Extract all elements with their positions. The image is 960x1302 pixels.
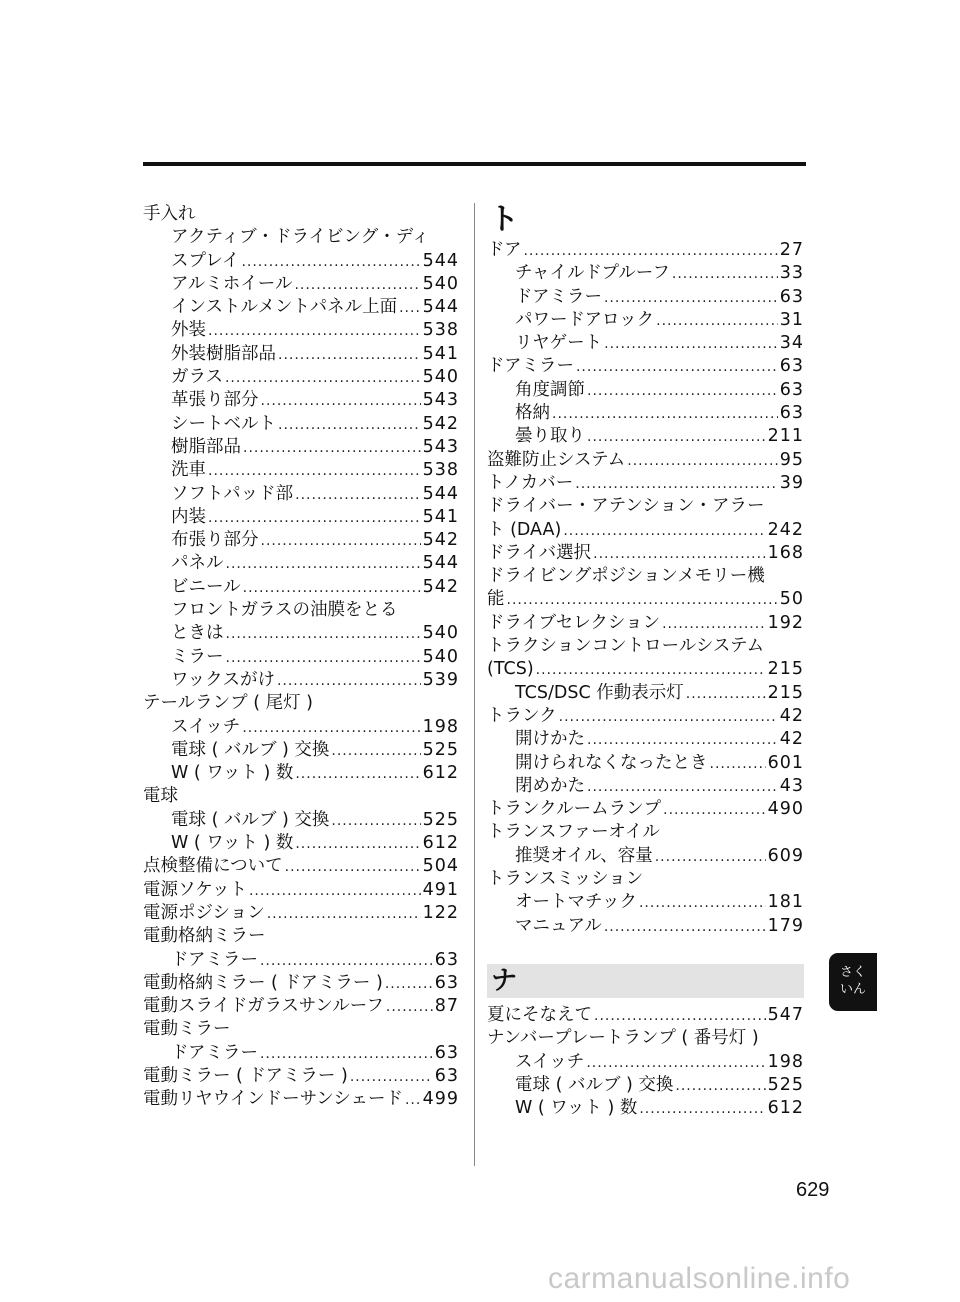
dot-leader (261, 530, 421, 553)
index-entry-term: 洗車 (171, 460, 206, 481)
dot-leader (587, 380, 778, 403)
watermark: carmanualsonline.info (548, 1262, 851, 1295)
index-entry (143, 995, 459, 1018)
index-entry (487, 495, 804, 518)
dot-leader (663, 799, 765, 822)
index-entry-term: 布張り部分 (171, 530, 259, 551)
index-entry (487, 658, 804, 681)
dot-leader (278, 414, 421, 437)
index-entry-page[interactable]: 491 (422, 879, 459, 900)
index-entry (487, 519, 804, 542)
index-entry (487, 728, 804, 751)
dot-leader (523, 240, 777, 263)
index-entry-page[interactable]: 609 (767, 845, 804, 866)
index-entry (143, 552, 459, 575)
dot-leader (639, 892, 766, 915)
index-entry-page[interactable]: 198 (767, 1051, 804, 1072)
index-entry (143, 646, 459, 669)
index-entry-term: トランスファーオイル (487, 822, 660, 843)
index-entry (143, 762, 459, 785)
index-entry (487, 332, 804, 355)
index-entry-page[interactable]: 540 (422, 623, 459, 644)
index-entry (143, 716, 459, 739)
index-entry (143, 296, 459, 319)
index-entry-page[interactable]: 525 (767, 1074, 804, 1095)
dot-leader (386, 996, 433, 1019)
dot-leader (675, 1075, 765, 1098)
index-entry-term: 盗難防止システム (487, 449, 626, 470)
index-entry-term: 電球 (143, 786, 178, 807)
index-entry (487, 588, 804, 611)
index-entry (143, 622, 459, 645)
dot-leader (208, 507, 421, 530)
index-entry-page[interactable]: 504 (422, 856, 459, 877)
index-entry (487, 868, 804, 891)
index-entry-page[interactable]: 525 (422, 809, 459, 830)
index-entry-page[interactable]: 612 (422, 833, 459, 854)
index-entry (143, 1018, 459, 1041)
index-entry-term: 角度調節 (515, 379, 585, 400)
index-entry-term: 電動ミラー ( ドアミラー ) (143, 1065, 348, 1086)
dot-leader (559, 706, 778, 729)
index-entry-page[interactable]: 211 (767, 426, 804, 447)
dot-leader (586, 1052, 765, 1075)
index-entry (487, 1004, 804, 1027)
index-entry (143, 273, 459, 296)
index-entry (143, 319, 459, 342)
index-entry-page[interactable]: 540 (422, 646, 459, 667)
index-entry-term: ドアミラー (487, 356, 574, 377)
index-entry-page[interactable]: 34 (779, 333, 804, 354)
index-entry-term: トランク (487, 705, 557, 726)
index-entry (487, 449, 804, 472)
index-entry-page[interactable]: 541 (422, 343, 459, 364)
index-entry-page[interactable]: 215 (767, 659, 804, 680)
index-entry-term: トラクションコントロールシステム (487, 636, 765, 657)
index-tab-line2: いん (839, 982, 866, 997)
index-entry-term: スプレイ (171, 250, 240, 271)
dot-leader (331, 740, 420, 763)
index-entry-page[interactable]: 50 (779, 589, 804, 610)
index-entry (487, 752, 804, 775)
index-entry (143, 599, 459, 622)
index-entry-term: パネル (171, 553, 224, 574)
index-entry (487, 915, 804, 938)
index-entry-term: 開けられなくなったとき (515, 752, 708, 773)
dot-leader (405, 1089, 421, 1112)
index-entry-term: スイッチ (171, 716, 241, 737)
dot-leader (267, 903, 421, 926)
index-entry (487, 472, 804, 495)
index-entry-page[interactable]: 612 (767, 1098, 804, 1119)
index-entry (487, 682, 804, 705)
index-entry-term: 電源ポジション (143, 902, 265, 923)
dot-leader (208, 460, 421, 483)
index-entry-page[interactable]: 63 (434, 1042, 459, 1063)
index-entry-term: 開けかた (515, 729, 585, 750)
index-entry (487, 379, 804, 402)
index-entry-page[interactable]: 538 (422, 320, 459, 341)
dot-leader (656, 310, 778, 333)
index-entry (487, 891, 804, 914)
dot-leader (536, 659, 766, 682)
index-entry (487, 1027, 804, 1050)
index-entry (143, 855, 459, 878)
index-entry-term: フロントガラスの油膜をとる (171, 600, 398, 621)
index-entry-page[interactable]: 612 (422, 763, 459, 784)
index-entry (487, 845, 804, 868)
index-entry (487, 821, 804, 844)
index-tab-line1: さく (839, 965, 866, 980)
dot-leader (241, 251, 420, 274)
index-entry-term: スイッチ (515, 1051, 585, 1072)
index-entry-term: 能 (487, 589, 505, 610)
dot-leader (226, 623, 421, 646)
index-entry-term: トランクルームランプ (487, 799, 662, 820)
dot-leader (243, 577, 421, 600)
index-entry-page[interactable]: 242 (767, 519, 804, 540)
index-entry-page[interactable]: 63 (779, 379, 804, 400)
index-entry (487, 402, 804, 425)
index-entry (487, 1097, 804, 1120)
dot-leader (260, 1043, 433, 1066)
top-rule (143, 162, 806, 166)
index-entry-page[interactable]: 542 (422, 576, 459, 597)
index-entry-term: オートマチック (515, 892, 637, 913)
index-entry-term: ソフトパッド部 (171, 483, 294, 504)
index-entry-term: ときは (171, 623, 224, 644)
index-entry (487, 775, 804, 798)
index-entry (143, 739, 459, 762)
index-entry-term: 曇り取り (515, 426, 585, 447)
index-entry (487, 798, 804, 821)
index-entry-page[interactable]: 490 (767, 799, 804, 820)
index-entry (143, 1065, 459, 1088)
index-entry-page[interactable]: 179 (767, 915, 804, 936)
index-entry (487, 262, 804, 285)
index-entry (143, 250, 459, 273)
index-entry-page[interactable]: 192 (767, 612, 804, 633)
index-entry-term: ドアミラー (171, 949, 258, 970)
index-entry-term: ドアミラー (515, 286, 602, 307)
index-entry-term: アクティブ・ドライビング・ディ (171, 227, 430, 248)
index-entry-page[interactable]: 42 (779, 729, 804, 750)
dot-leader (277, 670, 421, 693)
dot-leader (385, 973, 433, 996)
dot-leader (295, 763, 420, 786)
index-entry (143, 1088, 459, 1111)
dot-leader (242, 717, 420, 740)
index-entry-page[interactable]: 63 (779, 356, 804, 377)
index-entry-term: 外装 (171, 320, 206, 341)
index-entry-page[interactable]: 544 (422, 553, 459, 574)
index-entry-term: 電球 ( バルブ ) 交換 (515, 1074, 674, 1095)
dot-leader (672, 263, 778, 286)
index-entry (143, 1042, 459, 1065)
dot-leader (563, 520, 765, 543)
index-entry-page[interactable]: 544 (422, 297, 459, 318)
index-entry-term: テールランプ ( 尾灯 ) (143, 693, 313, 714)
index-entry-page[interactable]: 31 (779, 309, 804, 330)
index-entry-term: 電球 ( バルブ ) 交換 (171, 739, 330, 760)
index-entry (487, 286, 804, 309)
index-entry-term: ドライビングポジションメモリー機 (487, 566, 765, 587)
index-entry-page[interactable]: 63 (434, 949, 459, 970)
index-entry-term: ナンバープレートランプ ( 番号灯 ) (487, 1028, 759, 1049)
index-entry-page[interactable]: 539 (422, 669, 459, 690)
index-entry-term: ドアミラー (171, 1042, 258, 1063)
dot-leader (225, 367, 421, 390)
index-entry-term: 手入れ (143, 204, 196, 224)
section-heading-na: ナ (487, 964, 804, 998)
dot-leader (627, 450, 777, 473)
index-entry-page[interactable]: 33 (779, 263, 804, 284)
dot-leader (639, 1098, 765, 1121)
index-entry-page[interactable]: 543 (422, 390, 459, 411)
index-entry-term: 革張り部分 (171, 390, 259, 411)
index-column-right (487, 203, 804, 1120)
index-entry (143, 226, 459, 249)
index-entry-page[interactable]: 95 (779, 449, 804, 470)
section-to-entries (487, 239, 804, 938)
column-divider (474, 203, 475, 1166)
index-tab[interactable] (829, 953, 877, 1011)
index-entry-term: (TCS) (487, 659, 534, 680)
dot-leader (261, 390, 421, 413)
dot-leader (593, 543, 765, 566)
index-entry-term: トランスミッション (487, 869, 644, 890)
dot-leader (350, 1066, 433, 1089)
index-entry-page[interactable]: 542 (422, 530, 459, 551)
index-entry (143, 925, 459, 948)
index-entry-term: マニュアル (515, 915, 602, 936)
index-entry-page[interactable]: 122 (422, 902, 459, 923)
dot-leader (278, 344, 421, 367)
index-entry-term: 電動リヤウインドーサンシェード (143, 1089, 403, 1110)
index-entry-term: ト (DAA) (487, 519, 562, 540)
index-entry (143, 972, 459, 995)
index-entry-term: W ( ワット ) 数 (171, 833, 294, 854)
page-number: 629 (796, 1179, 830, 1201)
index-entry (143, 366, 459, 389)
dot-leader (604, 287, 778, 310)
index-entry (143, 203, 459, 226)
index-entry-term: 電球 ( バルブ ) 交換 (171, 809, 330, 830)
dot-leader (576, 356, 778, 379)
dot-leader (295, 484, 420, 507)
index-entry-term: ビニール (171, 576, 241, 597)
dot-leader (686, 683, 766, 706)
index-entry-page[interactable]: 541 (422, 506, 459, 527)
index-entry (487, 565, 804, 588)
index-entry (143, 343, 459, 366)
index-entry (143, 809, 459, 832)
index-entry (143, 459, 459, 482)
index-entry-page[interactable]: 499 (422, 1089, 459, 1110)
index-entry-page[interactable]: 168 (767, 542, 804, 563)
index-entry-page[interactable]: 87 (434, 996, 459, 1017)
index-entry (143, 879, 459, 902)
index-entry-term: ドライブセレクション (487, 612, 661, 633)
section-heading-to: ト (489, 202, 519, 237)
dot-leader (226, 553, 421, 576)
index-entry-page[interactable]: 542 (422, 413, 459, 434)
dot-leader (587, 729, 778, 752)
index-entry (143, 529, 459, 552)
dot-leader (594, 1005, 766, 1028)
index-entry-term: 樹脂部品 (171, 436, 241, 457)
index-column-left (143, 203, 459, 1112)
dot-leader (226, 647, 421, 670)
dot-leader (507, 589, 778, 612)
index-entry-term: W ( ワット ) 数 (171, 763, 294, 784)
index-entry-page[interactable]: 63 (434, 972, 459, 993)
index-entry-page[interactable]: 63 (434, 1065, 459, 1086)
index-entry-term: アルミホイール (171, 273, 293, 294)
index-entry-page[interactable]: 525 (422, 739, 459, 760)
index-entry-page[interactable]: 540 (422, 273, 459, 294)
index-entry-page[interactable]: 538 (422, 460, 459, 481)
index-entry-term: ドライバー・アテンション・アラー (487, 496, 765, 517)
index-entry-term: ドア (487, 240, 522, 260)
index-entry-page[interactable]: 63 (779, 403, 804, 424)
index-entry-term: 電動格納ミラー ( ドアミラー ) (143, 972, 383, 993)
index-entry-term: シートベルト (171, 413, 276, 434)
index-entry (487, 1074, 804, 1097)
index-entry-term: 外装樹脂部品 (171, 343, 276, 364)
index-entry-page[interactable]: 42 (779, 705, 804, 726)
index-entry-term: トノカバー (487, 472, 574, 493)
index-entry-term: 電動スライドガラスサンルーフ (143, 996, 384, 1017)
index-entry (487, 542, 804, 565)
dot-leader (587, 426, 766, 449)
index-entry-term: 電源ソケット (143, 879, 247, 900)
index-entry-term: ガラス (171, 367, 223, 388)
index-entry-term: リヤゲート (515, 333, 603, 354)
index-entry (487, 239, 804, 262)
index-entry-term: ミラー (171, 646, 224, 667)
index-entry-term: W ( ワット ) 数 (515, 1098, 638, 1119)
index-entry-term: 夏にそなえて (487, 1004, 592, 1025)
index-entry-term: 閉めかた (515, 775, 585, 796)
dot-leader (710, 753, 766, 776)
index-entry (487, 612, 804, 635)
dot-leader (249, 880, 421, 903)
index-entry (143, 576, 459, 599)
index-entry-term: 点検整備について (143, 856, 283, 877)
index-entry-term: 電動ミラー (143, 1019, 231, 1040)
index-entry (487, 705, 804, 728)
dot-leader (662, 613, 766, 636)
index-entry-page[interactable]: 39 (779, 472, 804, 493)
dot-leader (399, 297, 420, 320)
dot-leader (655, 846, 766, 869)
index-entry-page[interactable]: 181 (767, 892, 804, 913)
index-entry (143, 692, 459, 715)
index-entry (143, 389, 459, 412)
index-entry-term: TCS/DSC 作動表示灯 (515, 682, 684, 703)
index-entry (487, 309, 804, 332)
index-entry-term: パワードアロック (515, 309, 655, 330)
index-entry-term: 格納 (515, 403, 550, 424)
index-entry (143, 902, 459, 925)
index-entry (487, 635, 804, 658)
dot-leader (243, 437, 421, 460)
index-entry (143, 669, 459, 692)
index-entry-term: ドライバ選択 (487, 542, 592, 563)
index-entry-page[interactable]: 544 (422, 483, 459, 504)
dot-leader (575, 473, 777, 496)
dot-leader (295, 833, 420, 856)
dot-leader (604, 333, 778, 356)
index-entry (143, 832, 459, 855)
index-entry-term: 電動格納ミラー (143, 926, 266, 947)
index-entry-page[interactable]: 198 (422, 716, 459, 737)
dot-leader (331, 810, 420, 833)
dot-leader (260, 950, 433, 973)
dot-leader (604, 916, 766, 939)
dot-leader (552, 403, 778, 426)
index-entry (143, 413, 459, 436)
index-entry-page[interactable]: 547 (767, 1004, 804, 1025)
index-entry-page[interactable]: 215 (767, 682, 804, 703)
section-na-entries (487, 1004, 804, 1120)
index-entry (143, 785, 459, 808)
index-entry (143, 483, 459, 506)
index-entry (487, 355, 804, 378)
index-entry-page[interactable]: 27 (779, 240, 804, 260)
index-entry-term: 推奨オイル、容量 (515, 845, 653, 866)
index-entry-page[interactable]: 601 (767, 752, 804, 773)
index-entry (487, 1051, 804, 1074)
dot-leader (587, 776, 778, 799)
index-entry-term: インストルメントパネル上面 (171, 297, 398, 318)
index-entry-term: 内装 (171, 506, 206, 527)
index-entry-page[interactable]: 540 (422, 367, 459, 388)
dot-leader (285, 856, 421, 879)
index-entry (143, 436, 459, 459)
index-entry-page[interactable]: 43 (779, 775, 804, 796)
index-entry-term: チャイルドプルーフ (515, 263, 670, 284)
index-entry (143, 506, 459, 529)
index-entry-page[interactable]: 63 (779, 286, 804, 307)
index-entry-page[interactable]: 544 (422, 250, 459, 271)
dot-leader (294, 274, 420, 297)
index-entry-page[interactable]: 543 (422, 436, 459, 457)
index-entry-term: ワックスがけ (171, 669, 275, 690)
dot-leader (208, 320, 421, 343)
index-entry (143, 949, 459, 972)
index-entry (487, 425, 804, 448)
